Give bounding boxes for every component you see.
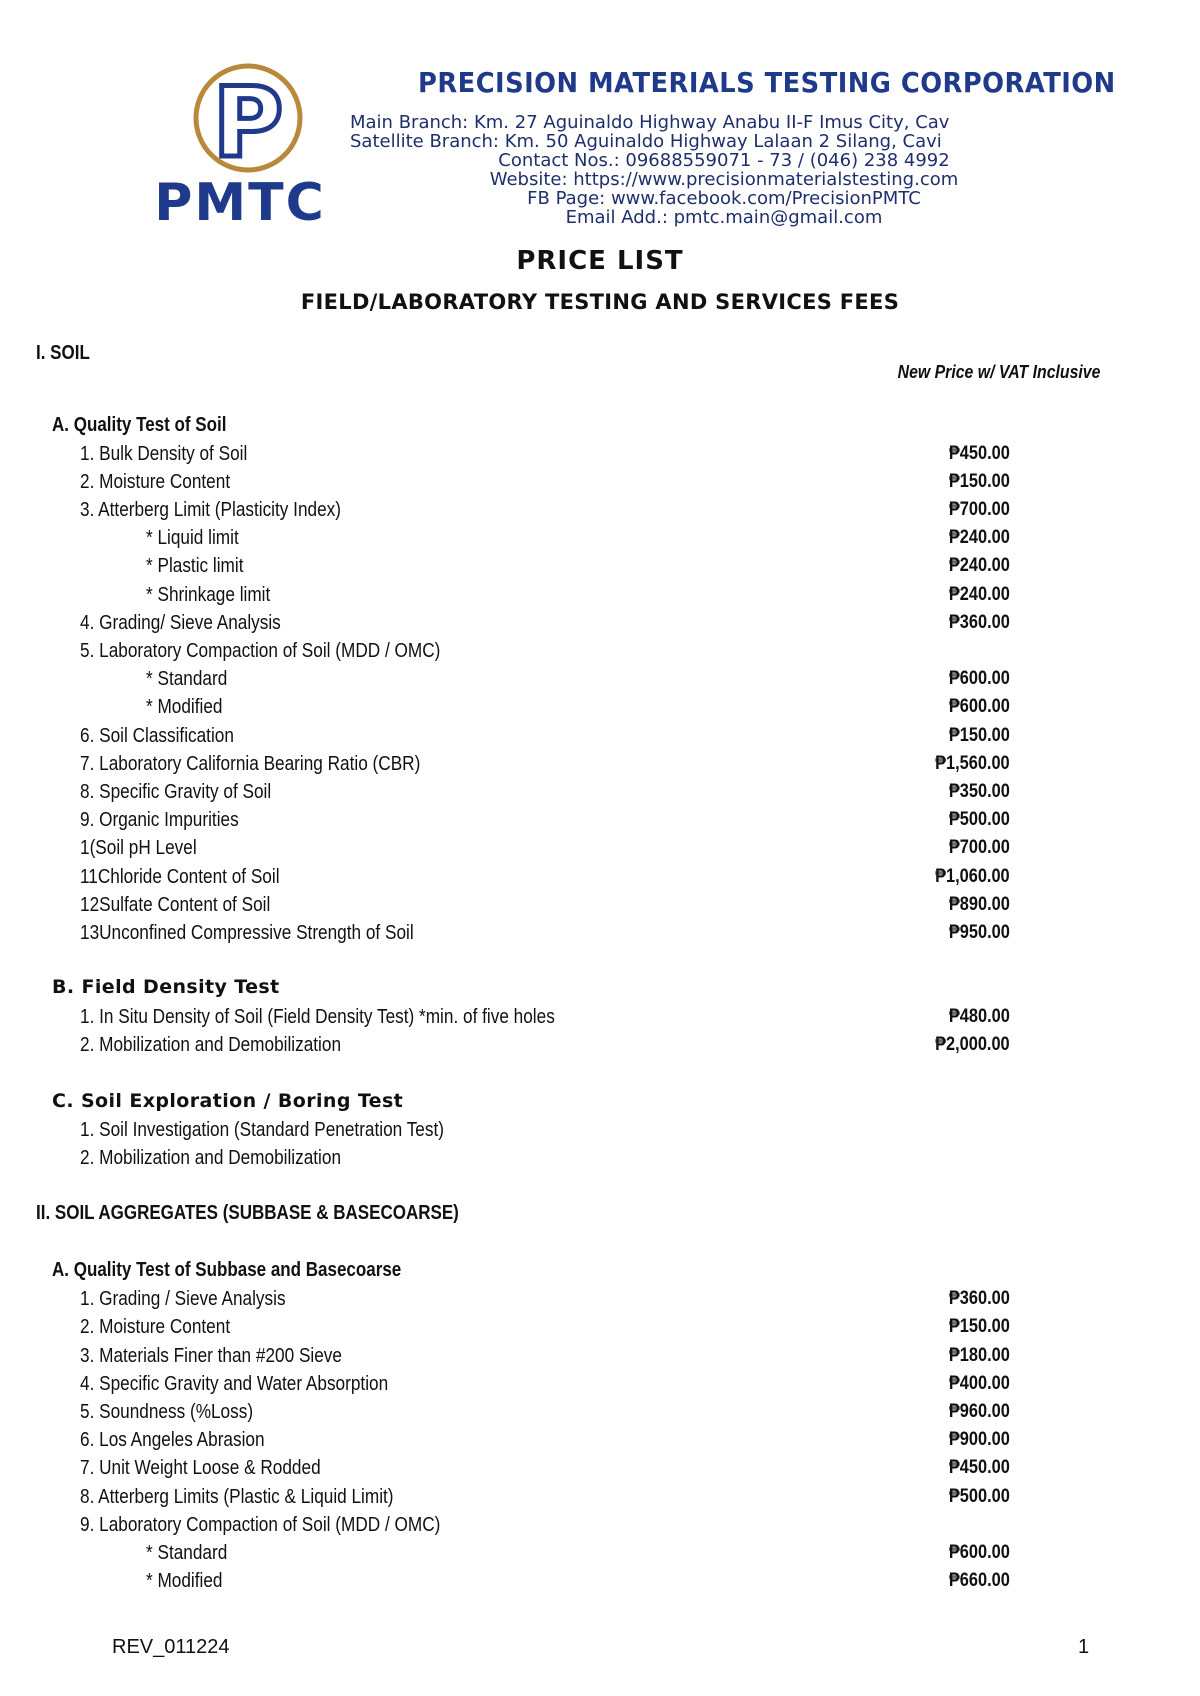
item-price: ₱900.00 xyxy=(949,1429,1010,1450)
item-label: 5. Laboratory Compaction of Soil (MDD / OMC) xyxy=(80,640,441,662)
item-label: 7. Laboratory California Bearing Ratio (CBR) xyxy=(80,753,421,775)
section-soil-aggregates-title: II. SOIL AGGREGATES (SUBBASE & BASECOARSE) xyxy=(36,1202,459,1224)
list-item xyxy=(0,1568,1200,1594)
logo-letter: P xyxy=(212,67,284,179)
item-price: ₱1,060.00 xyxy=(935,866,1010,887)
list-item xyxy=(0,1371,1200,1397)
item-price: ₱1,560.00 xyxy=(935,753,1010,774)
page-number: 1 xyxy=(1078,1636,1090,1658)
item-price: ₱500.00 xyxy=(949,1486,1010,1507)
list-item xyxy=(0,497,1200,523)
website: Website: https://www.precisionmaterialstesting.com xyxy=(489,170,959,190)
section-soil-title: I. SOIL xyxy=(36,342,90,364)
item-price: ₱360.00 xyxy=(949,612,1010,633)
item-label: * Standard xyxy=(146,1542,228,1564)
revision-code: REV_011224 xyxy=(112,1636,230,1658)
item-label: 11Chloride Content of Soil xyxy=(80,866,280,888)
item-label: 3. Materials Finer than #200 Sieve xyxy=(80,1345,342,1367)
page-subtitle: FIELD/LABORATORY TESTING AND SERVICES FEES xyxy=(300,290,900,314)
item-label: 1. Grading / Sieve Analysis xyxy=(80,1288,286,1310)
item-label: 3. Atterberg Limit (Plasticity Index) xyxy=(80,499,341,521)
item-label: 4. Grading/ Sieve Analysis xyxy=(80,612,281,634)
item-label: 2. Mobilization and Demobilization xyxy=(80,1034,342,1056)
item-label: 1. In Situ Density of Soil (Field Density Test) *min. of five holes xyxy=(80,1006,555,1028)
list-item xyxy=(0,723,1200,749)
item-price: ₱240.00 xyxy=(949,555,1010,576)
item-price: ₱180.00 xyxy=(949,1345,1010,1366)
list-item xyxy=(0,666,1200,692)
item-label: 12Sulfate Content of Soil xyxy=(80,894,271,916)
item-price: ₱450.00 xyxy=(949,1457,1010,1478)
subsection-field-density-test: B. Field Density Test xyxy=(52,976,280,998)
list-item xyxy=(0,835,1200,861)
item-price: ₱150.00 xyxy=(949,1316,1010,1337)
item-price: ₱150.00 xyxy=(949,725,1010,746)
list-item xyxy=(0,1004,1200,1030)
item-label: 6. Soil Classification xyxy=(80,725,234,747)
item-label: * Plastic limit xyxy=(146,555,244,577)
item-price: ₱450.00 xyxy=(949,443,1010,464)
item-label: 8. Atterberg Limits (Plastic & Liquid Limit) xyxy=(80,1486,394,1508)
item-label: 2. Moisture Content xyxy=(80,1316,231,1338)
item-label: * Liquid limit xyxy=(146,527,239,549)
item-price: ₱240.00 xyxy=(949,584,1010,605)
list-item xyxy=(0,864,1200,890)
item-label: * Shrinkage limit xyxy=(146,584,271,606)
item-label: 4. Specific Gravity and Water Absorption xyxy=(80,1373,389,1395)
subsection-quality-test-soil: A. Quality Test of Soil xyxy=(52,414,227,436)
list-item xyxy=(0,1286,1200,1312)
item-label: 13Unconfined Compressive Strength of Soil xyxy=(80,922,414,944)
item-price: ₱360.00 xyxy=(949,1288,1010,1309)
list-item xyxy=(0,469,1200,495)
main-branch: Main Branch: Km. 27 Aguinaldo Highway Anabu II-F Imus City, Cav xyxy=(350,113,950,133)
list-item xyxy=(0,751,1200,777)
list-item xyxy=(0,1032,1200,1058)
item-price: ₱950.00 xyxy=(949,922,1010,943)
item-label: * Modified xyxy=(146,1570,223,1592)
company-name: PRECISION MATERIALS TESTING CORPORATION xyxy=(418,66,1116,99)
item-label: 7. Unit Weight Loose & Rodded xyxy=(80,1457,321,1479)
list-item xyxy=(0,525,1200,551)
item-label: 9. Organic Impurities xyxy=(80,809,239,831)
list-item xyxy=(0,892,1200,918)
subsection-quality-test-subbase: A. Quality Test of Subbase and Basecoarse xyxy=(52,1259,402,1281)
item-label: 5. Soundness (%Loss) xyxy=(80,1401,254,1423)
item-price: ₱600.00 xyxy=(949,1542,1010,1563)
list-item xyxy=(0,1484,1200,1510)
logo-text: PMTC xyxy=(154,173,326,228)
pmtc-logo xyxy=(140,58,340,228)
list-item xyxy=(0,779,1200,805)
price-column-header: New Price w/ VAT Inclusive xyxy=(897,362,1100,382)
item-price: ₱480.00 xyxy=(949,1006,1010,1027)
contact-numbers: Contact Nos.: 09688559071 - 73 / (046) 238 4992 xyxy=(498,151,950,171)
list-item xyxy=(0,1512,1200,1538)
item-price: ₱150.00 xyxy=(949,471,1010,492)
subsection-soil-exploration: C. Soil Exploration / Boring Test xyxy=(52,1090,404,1112)
item-price: ₱960.00 xyxy=(949,1401,1010,1422)
item-price: ₱660.00 xyxy=(949,1570,1010,1591)
item-price: ₱350.00 xyxy=(949,781,1010,802)
list-item xyxy=(0,1117,1200,1143)
list-item xyxy=(0,1145,1200,1171)
list-item xyxy=(0,694,1200,720)
item-label: 1. Soil Investigation (Standard Penetration Test) xyxy=(80,1119,444,1141)
item-price: ₱600.00 xyxy=(949,668,1010,689)
list-item xyxy=(0,1427,1200,1453)
email: Email Add.: pmtc.main@gmail.com xyxy=(565,208,883,228)
item-price: ₱700.00 xyxy=(949,499,1010,520)
list-item xyxy=(0,920,1200,946)
item-price: ₱700.00 xyxy=(949,837,1010,858)
list-item xyxy=(0,638,1200,664)
list-item xyxy=(0,1314,1200,1340)
list-item xyxy=(0,1343,1200,1369)
list-item xyxy=(0,553,1200,579)
item-price: ₱890.00 xyxy=(949,894,1010,915)
fb-page: FB Page: www.facebook.com/PrecisionPMTC xyxy=(527,189,921,209)
item-price: ₱2,000.00 xyxy=(935,1034,1010,1055)
item-label: 1. Bulk Density of Soil xyxy=(80,443,248,465)
item-label: * Standard xyxy=(146,668,228,690)
list-item xyxy=(0,807,1200,833)
item-label: 2. Moisture Content xyxy=(80,471,231,493)
item-label: 8. Specific Gravity of Soil xyxy=(80,781,272,803)
item-label: * Modified xyxy=(146,696,223,718)
item-price: ₱240.00 xyxy=(949,527,1010,548)
item-price: ₱600.00 xyxy=(949,696,1010,717)
item-label: 1(Soil pH Level xyxy=(80,837,197,859)
list-item xyxy=(0,1455,1200,1481)
list-item xyxy=(0,441,1200,467)
item-label: 6. Los Angeles Abrasion xyxy=(80,1429,265,1451)
list-item xyxy=(0,582,1200,608)
list-item xyxy=(0,1399,1200,1425)
item-price: ₱500.00 xyxy=(949,809,1010,830)
item-label: 9. Laboratory Compaction of Soil (MDD / OMC) xyxy=(80,1514,441,1536)
satellite-branch: Satellite Branch: Km. 50 Aguinaldo Highway Lalaan 2 Silang, Cavi xyxy=(350,132,942,152)
item-price: ₱400.00 xyxy=(949,1373,1010,1394)
list-item xyxy=(0,610,1200,636)
page-title: PRICE LIST xyxy=(516,246,684,276)
item-label: 2. Mobilization and Demobilization xyxy=(80,1147,342,1169)
list-item xyxy=(0,1540,1200,1566)
